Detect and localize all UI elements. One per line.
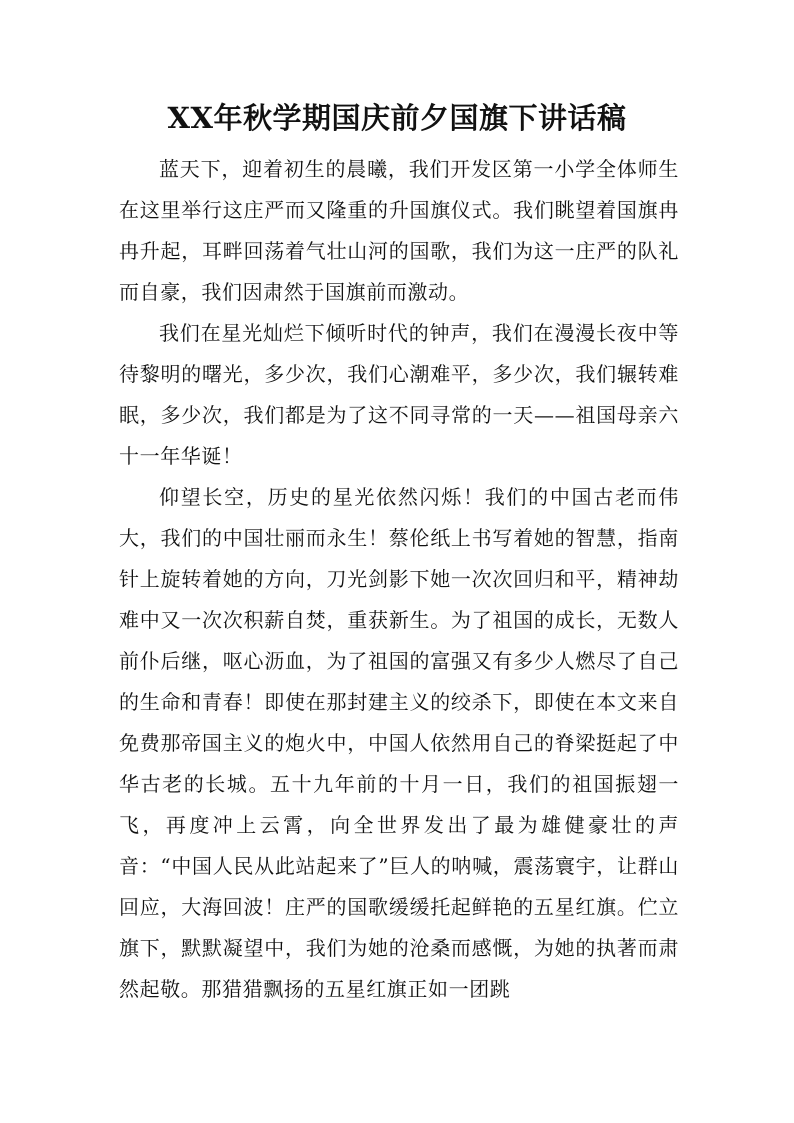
paragraph-2: 我们在星光灿烂下倾听时代的钟声，我们在漫漫长夜中等待黎明的曙光，多少次，我们心潮难平，多少次，我们辗转难眠，多少次，我们都是为了这不同寻常的一天——祖国母亲六十一年华诞！ [119,321,679,468]
document-title: XX年秋学期国庆前夕国旗下讲话稿 [167,101,627,135]
paragraph-1: 蓝天下，迎着初生的晨曦，我们开发区第一小学全体师生在这里举行这庄严而又隆重的升国旗仪式。我们眺望着国旗冉冉升起，耳畔回荡着气壮山河的国歌，我们为这一庄严的队礼而自豪，我们因肃然于国旗前而激动。 [119,157,679,304]
paragraph-3: 仰望长空，历史的星光依然闪烁！我们的中国古老而伟大，我们的中国壮丽而永生！蔡伦纸上书写着她的智慧，指南针上旋转着她的方向，刀光剑影下她一次次回归和平，精神劫难中又一次次积薪自焚，重获新生。为了祖国的成长，无数人前仆后继，呕心沥血，为了祖国的富强又有多少人燃尽了自己的生命和青春！即使在那封建主义的绞杀下，即使在本文来自免费那帝国主义的炮火中，中国人依然用自己的脊梁挺起了中华古老的长城。五十九年前的十月一日，我们的祖国振翅一飞，再度冲上云霄，向全世界发出了最为雄健豪壮的声音：“中国人民从此站起来了”巨人的呐喊，震荡寰宇，让群山回应，大海回波！庄严的国歌缓缓托起鲜艳的五星红旗。伫立旗下，默默凝望中，我们为她的沧桑而感慨，为她的执著而肃然起敬。那猎猎飘扬的五星红旗正如一团跳 [119,485,679,1001]
document-body [119,149,679,1010]
